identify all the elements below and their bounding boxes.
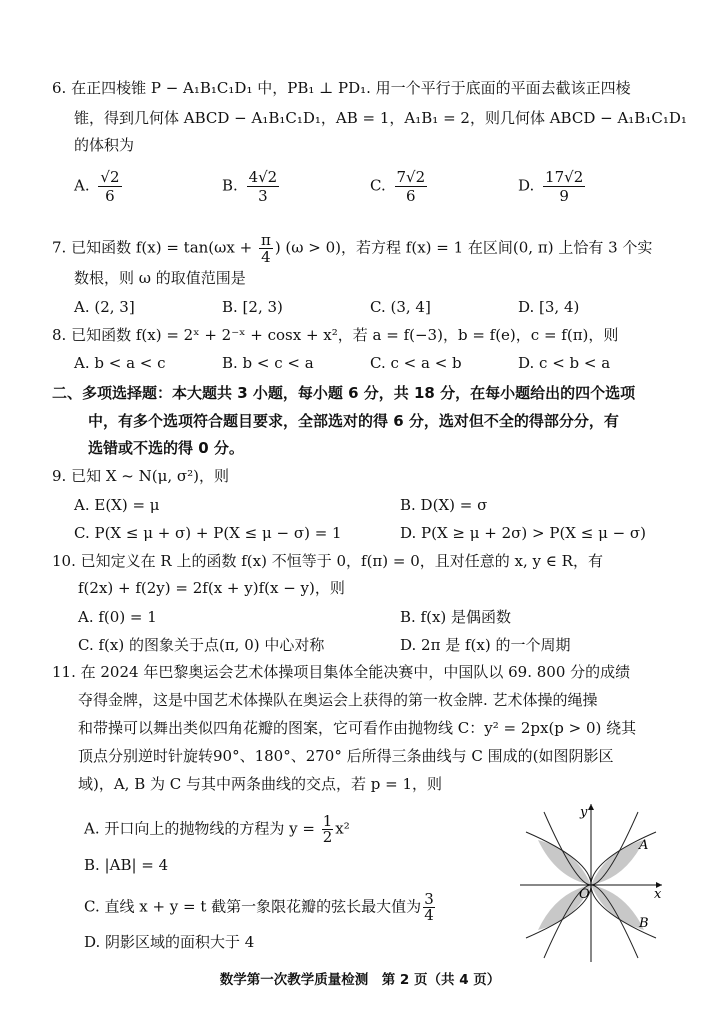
q9-option-c[interactable]: C. P(X ≤ μ + σ) + P(X ≤ μ − σ) = 1 — [74, 524, 342, 542]
q10-option-d[interactable]: D. 2π 是 f(x) 的一个周期 — [400, 636, 571, 654]
q11-petal-figure — [516, 800, 666, 965]
q7-frac-num: π — [260, 231, 271, 249]
q11-line1: 11. 在 2024 年巴黎奥运会艺术体操项目集体全能决赛中，中国队以 69. 800 分的成绩 — [52, 663, 631, 681]
q7-option-a[interactable]: A. (2, 3] — [74, 298, 135, 316]
q6-option-fraction — [247, 168, 280, 205]
q6-line3: 的体积为 — [74, 136, 135, 154]
section2-line3: 选错或不选的得 0 分。 — [88, 439, 244, 457]
q9-line1: 9. 已知 X ~ N(μ, σ²)，则 — [52, 467, 229, 485]
q11-option-c-text: C. 直线 x + y = t 截第一象限花瓣的弦长最大值为 — [84, 897, 422, 916]
q6-option-c[interactable] — [370, 168, 427, 205]
q6-option-label: B. — [222, 176, 238, 195]
q11-option-c-den: 4 — [424, 906, 434, 924]
q6-option-b[interactable] — [222, 168, 279, 205]
q6-option-den: 6 — [406, 187, 416, 205]
q9-option-d[interactable]: D. P(X ≥ μ + 2σ) > P(X ≤ μ − σ) — [400, 524, 647, 542]
q11-option-a-den: 2 — [322, 828, 333, 846]
q11-option-a-text: A. 开口向上的抛物线的方程为 y = — [84, 819, 320, 838]
q9-option-b[interactable]: B. D(X) = σ — [400, 496, 488, 514]
q6-option-den: 9 — [559, 187, 569, 205]
q7-option-c[interactable]: C. (3, 4] — [370, 298, 431, 316]
q10-option-c[interactable]: C. f(x) 的图象关于点(π, 0) 中心对称 — [78, 636, 325, 654]
q11-line4: 顶点分别逆时针旋转90°、180°、270° 后所得三条曲线与 C 围成的(如图阴影区 — [78, 747, 614, 765]
q6-line2: 锥，得到几何体 ABCD − A₁B₁C₁D₁，AB = 1，A₁B₁ = 2，则几何体 ABCD − A₁B₁C₁D₁ — [74, 109, 687, 127]
q11-option-c[interactable] — [84, 892, 437, 923]
q6-option-label: D. — [518, 176, 535, 195]
q6-option-a[interactable] — [74, 168, 122, 205]
q6-option-fraction — [395, 168, 428, 205]
q7-option-d[interactable]: D. [3, 4) — [518, 298, 580, 316]
q6-option-d[interactable] — [518, 168, 585, 205]
q6-option-den: 6 — [105, 187, 115, 205]
page-footer: 数学第一次教学质量检测 第 2 页（共 4 页） — [219, 972, 501, 988]
q11-option-d[interactable]: D. 阴影区域的面积大于 4 — [84, 933, 255, 951]
q11-option-c-num: 3 — [424, 890, 434, 908]
q11-line5: 域)，A, B 为 C 与其中两条曲线的交点，若 p = 1，则 — [78, 775, 443, 793]
q11-line2: 夺得金牌，这是中国艺术体操队在奥运会上获得的第一枚金牌. 艺术体操的绳操 — [78, 691, 598, 709]
q6-option-fraction — [543, 168, 585, 205]
q6-option-num: 17√2 — [545, 168, 584, 186]
q11-line3: 和带操可以舞出类似四角花瓣的图案，它可看作由抛物线 C：y² = 2px(p > 0) 绕其 — [78, 719, 637, 737]
q6-option-num: √2 — [100, 168, 120, 186]
q6-option-num: 4√2 — [248, 168, 278, 186]
label-point-a: A — [639, 838, 649, 853]
q8-option-d[interactable]: D. c < b < a — [518, 354, 611, 372]
q6-option-label: C. — [370, 176, 386, 195]
q10-option-b[interactable]: B. f(x) 是偶函数 — [400, 608, 512, 626]
q7-line1-end: ) (ω > 0)，若方程 f(x) = 1 在区间(0, π) 上恰有 3 个实 — [274, 238, 653, 257]
q11-option-b[interactable]: B. |AB| = 4 — [84, 856, 169, 874]
q7-line1-start: 7. 已知函数 f(x) = tan(ωx + — [52, 238, 257, 257]
q11-option-a[interactable] — [84, 814, 350, 845]
section2-line2: 中，有多个选项符合题目要求，全部选对的得 6 分，选对但不全的得部分分，有 — [88, 412, 619, 430]
label-origin: O — [579, 887, 590, 902]
q9-option-a[interactable]: A. E(X) = μ — [74, 496, 160, 514]
q6-option-label: A. — [74, 176, 90, 195]
label-point-b: B — [639, 916, 649, 931]
q11-option-a-fraction — [322, 814, 334, 845]
q6-option-num: 7√2 — [396, 168, 426, 186]
q7-option-b[interactable]: B. [2, 3) — [222, 298, 283, 316]
label-x: x — [654, 887, 662, 902]
q8-option-c[interactable]: C. c < a < b — [370, 354, 462, 372]
q8-line1: 8. 已知函数 f(x) = 2ˣ + 2⁻ˣ + cosx + x²，若 a = f(−3)，b = f(e)，c = f(π)，则 — [52, 326, 619, 344]
q11-option-a-num: 1 — [322, 812, 333, 830]
q6-option-fraction — [98, 168, 121, 205]
q11-option-a-tail: x² — [335, 819, 350, 838]
q8-option-a[interactable]: A. b < a < c — [74, 354, 166, 372]
q10-line1: 10. 已知定义在 R 上的函数 f(x) 不恒等于 0，f(π) = 0，且对任意的 x, y ∈ R，有 — [52, 552, 603, 570]
label-y: y — [580, 805, 588, 820]
q6-line1: 6. 在正四棱锥 P − A₁B₁C₁D₁ 中，PB₁ ⊥ PD₁. 用一个平行于底面的平面去截该正四棱 — [52, 79, 631, 97]
q11-option-c-fraction — [423, 892, 435, 923]
q8-option-b[interactable]: B. b < c < a — [222, 354, 314, 372]
q10-line2: f(2x) + f(2y) = 2f(x + y)f(x − y)，则 — [78, 579, 345, 597]
q7-fraction — [259, 232, 273, 265]
q10-option-a[interactable]: A. f(0) = 1 — [78, 608, 157, 626]
q6-option-den: 3 — [258, 187, 268, 205]
q7-line1 — [52, 232, 652, 265]
q7-line2: 数根，则 ω 的取值范围是 — [74, 269, 246, 287]
section2-heading: 二、多项选择题：本大题共 3 小题，每小题 6 分，共 18 分，在每小题给出的四个选项 — [52, 384, 636, 402]
q7-frac-den: 4 — [261, 248, 271, 266]
